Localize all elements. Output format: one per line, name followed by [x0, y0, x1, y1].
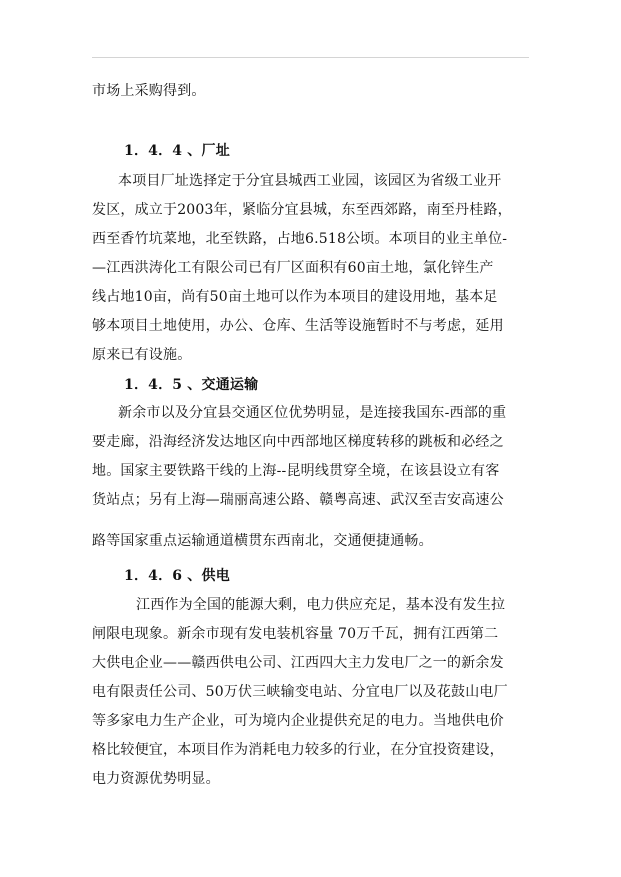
text-line: 线占地10亩，尚有50亩土地可以作为本项目的建设用地，基本足	[92, 289, 498, 305]
text-line: 电有限责任公司、50万伏三峡输变电站、分宜电厂以及花鼓山电厂	[92, 684, 508, 700]
section-heading-power: 1．4．6 、供电	[124, 568, 230, 584]
text-line: 新余市以及分宜县交通区位优势明显，是连接我国东-西部的重	[118, 405, 507, 421]
text-line: 发区，成立于2003年，紧临分宜县城，东至西郊路，南至丹桂路，	[92, 202, 512, 218]
text-line: 西至香竹坑菜地，北至铁路，占地6.518公顷。本项目的业主单位-	[92, 231, 508, 247]
text-line: 江西作为全国的能源大剩，电力供应充足，基本没有发生拉	[136, 597, 506, 613]
text-line: 地。国家主要铁路干线的上海--昆明线贯穿全境，在该县设立有客	[92, 463, 500, 479]
text-line: 本项目厂址选择定于分宜县城西工业园，该园区为省级工业开	[118, 173, 502, 189]
section-heading-transport: 1．4．5 、交通运输	[124, 377, 259, 393]
section-heading-site: 1．4．4 、厂址	[124, 143, 230, 159]
text-line: 格比较便宜，本项目作为消耗电力较多的行业，在分宜投资建设，	[92, 742, 504, 758]
text-line: 大供电企业——赣西供电公司、江西四大主力发电厂之一的新余发	[92, 655, 504, 671]
header-rule	[92, 57, 529, 58]
text-line: 货站点；另有上海—瑞丽高速公路、赣粤高速、武汉至吉安高速公	[92, 492, 504, 508]
text-line: 要走廊，沿海经济发达地区向中西部地区梯度转移的跳板和必经之	[92, 434, 504, 450]
text-line: 市场上采购得到。	[92, 83, 206, 99]
text-line: 路等国家重点运输通道横贯东西南北，交通便捷通畅。	[92, 533, 433, 549]
text-line: 够本项目土地使用，办公、仓库、生活等设施暂时不与考虑，延用	[92, 318, 504, 334]
text-line: 电力资源优势明显。	[92, 771, 220, 787]
text-line: 原来已有设施。	[92, 347, 192, 363]
text-line: —江西洪涛化工有限公司已有厂区面积有60亩土地，氯化锌生产	[92, 260, 494, 276]
text-line: 等多家电力生产企业，可为境内企业提供充足的电力。当地供电价	[92, 713, 504, 729]
text-line: 闸限电现象。新余市现有发电装机容量 70万千瓦，拥有江西第二	[92, 626, 499, 642]
